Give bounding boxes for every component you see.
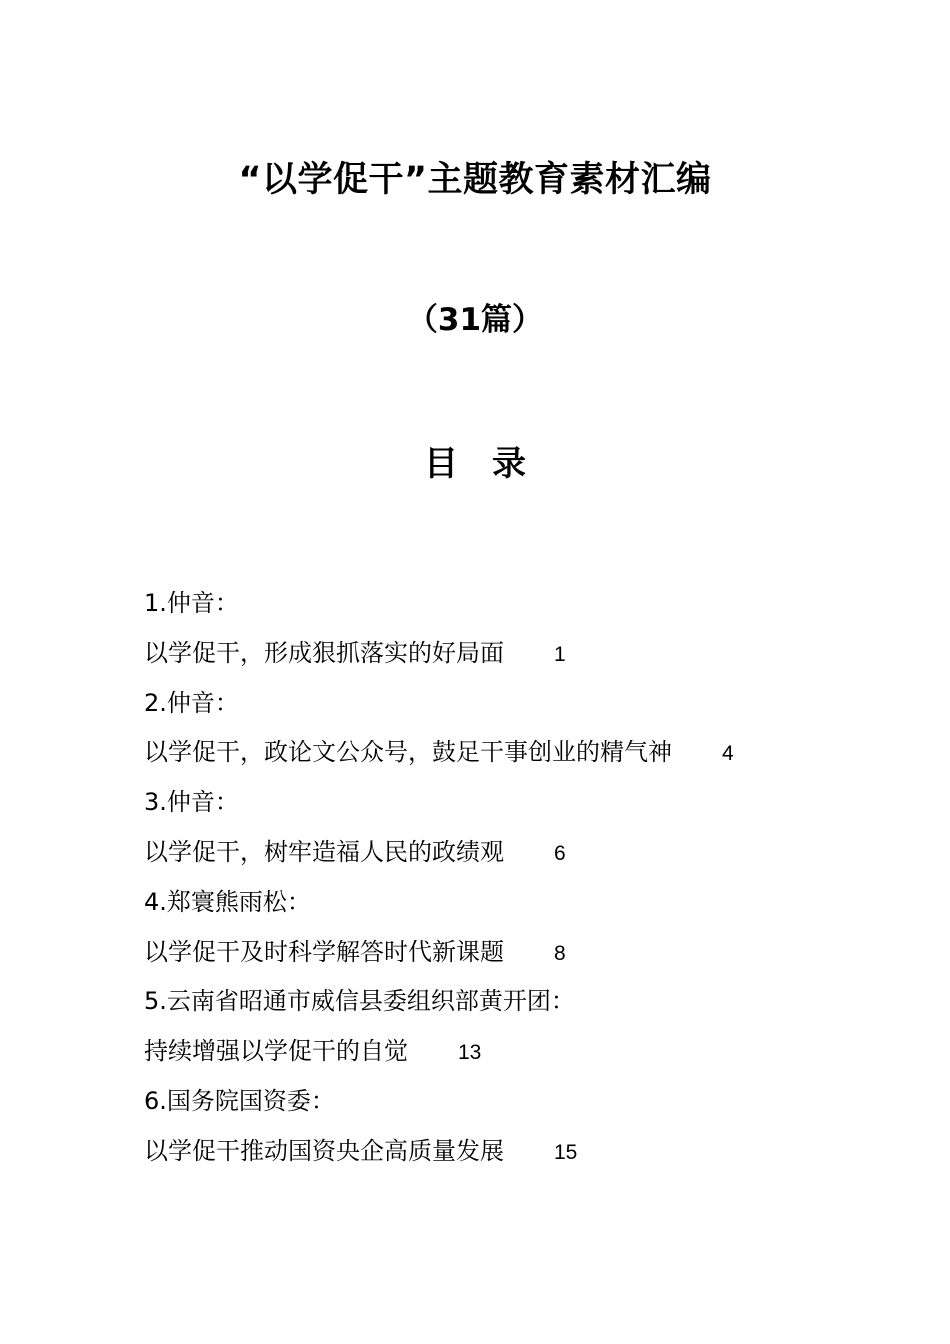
toc-entry-page: 1 [554,642,566,666]
toc-entry-title-line[interactable] [144,828,904,878]
toc-entry-page: 15 [554,1140,578,1164]
toc-entry-author: 3.仲音： [144,788,239,817]
toc-entry-title-line[interactable] [144,728,904,778]
table-of-contents [144,579,904,1177]
toc-entry-title: 以学促干推动国资央企高质量发展 [144,1136,504,1165]
toc-entry-title-line[interactable] [144,629,904,679]
toc-heading-right: 录 [492,444,526,484]
document-subtitle: （31篇） [406,302,544,338]
toc-heading-left: 目 [424,444,458,484]
toc-heading [0,436,950,492]
toc-entry-page: 13 [458,1041,482,1065]
toc-entry-author: 1.仲音： [144,589,239,617]
toc-entry-title: 以学促干及时科学解答时代新课题 [144,937,504,966]
toc-entry-title: 持续增强以学促干的自觉 [144,1037,408,1066]
toc-entry-title: 以学促干，形成狠抓落实的好局面 [144,638,504,667]
toc-entry-page: 8 [554,941,566,965]
toc-entry-title-line[interactable] [144,928,904,978]
toc-entry-author: 2.仲音： [144,688,239,717]
document-title: “以学促干”主题教育素材汇编 [238,160,712,200]
toc-entry-title-line[interactable] [144,1027,904,1077]
toc-entry-author: 4.郑寰熊雨松： [144,887,311,916]
toc-entry-page: 6 [554,841,566,865]
toc-entry-author: 5.云南省昭通市威信县委组织部黄开团： [144,987,575,1016]
toc-entry-page: 4 [722,742,734,766]
toc-entry-title: 以学促干，树牢造福人民的政绩观 [144,837,504,866]
toc-entry-author: 6.国务院国资委： [144,1086,335,1115]
toc-entry-title: 以学促干，政论文公众号，鼓足干事创业的精气神 [144,738,672,767]
toc-entry-title-line[interactable] [144,1127,904,1177]
